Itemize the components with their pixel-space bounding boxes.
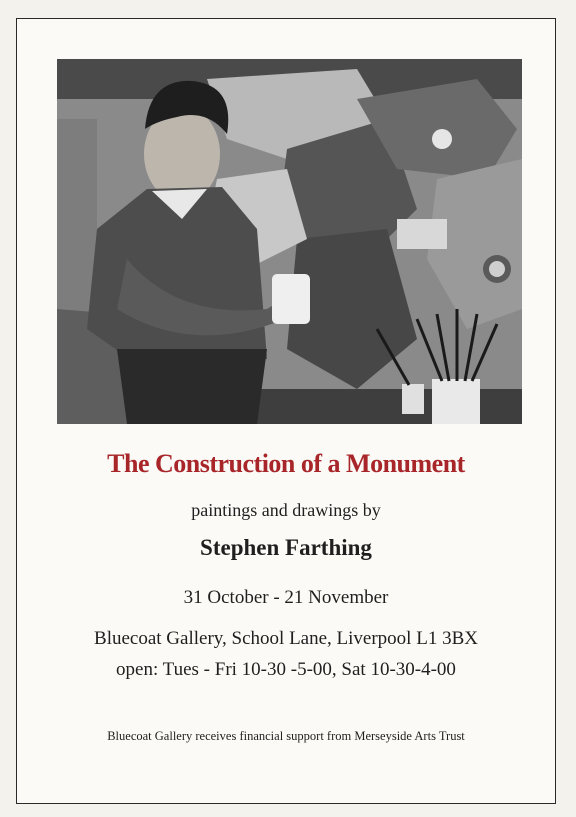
artist-painting-photo-icon	[57, 59, 522, 424]
venue-address: Bluecoat Gallery, School Lane, Liverpool L1 3BX	[94, 628, 478, 649]
artist-name: Stephen Farthing	[200, 535, 372, 560]
funding-credit: Bluecoat Gallery receives financial support from Merseyside Arts Trust	[107, 729, 465, 743]
exhibition-title: The Construction of a Monument	[107, 449, 465, 478]
opening-hours: open: Tues - Fri 10-30 -5-00, Sat 10-30-4-00	[116, 659, 456, 680]
exhibition-subtitle: paintings and drawings by	[191, 500, 381, 520]
artist-photo	[57, 59, 522, 424]
exhibition-dates: 31 October - 21 November	[183, 587, 389, 608]
poster	[16, 18, 556, 804]
